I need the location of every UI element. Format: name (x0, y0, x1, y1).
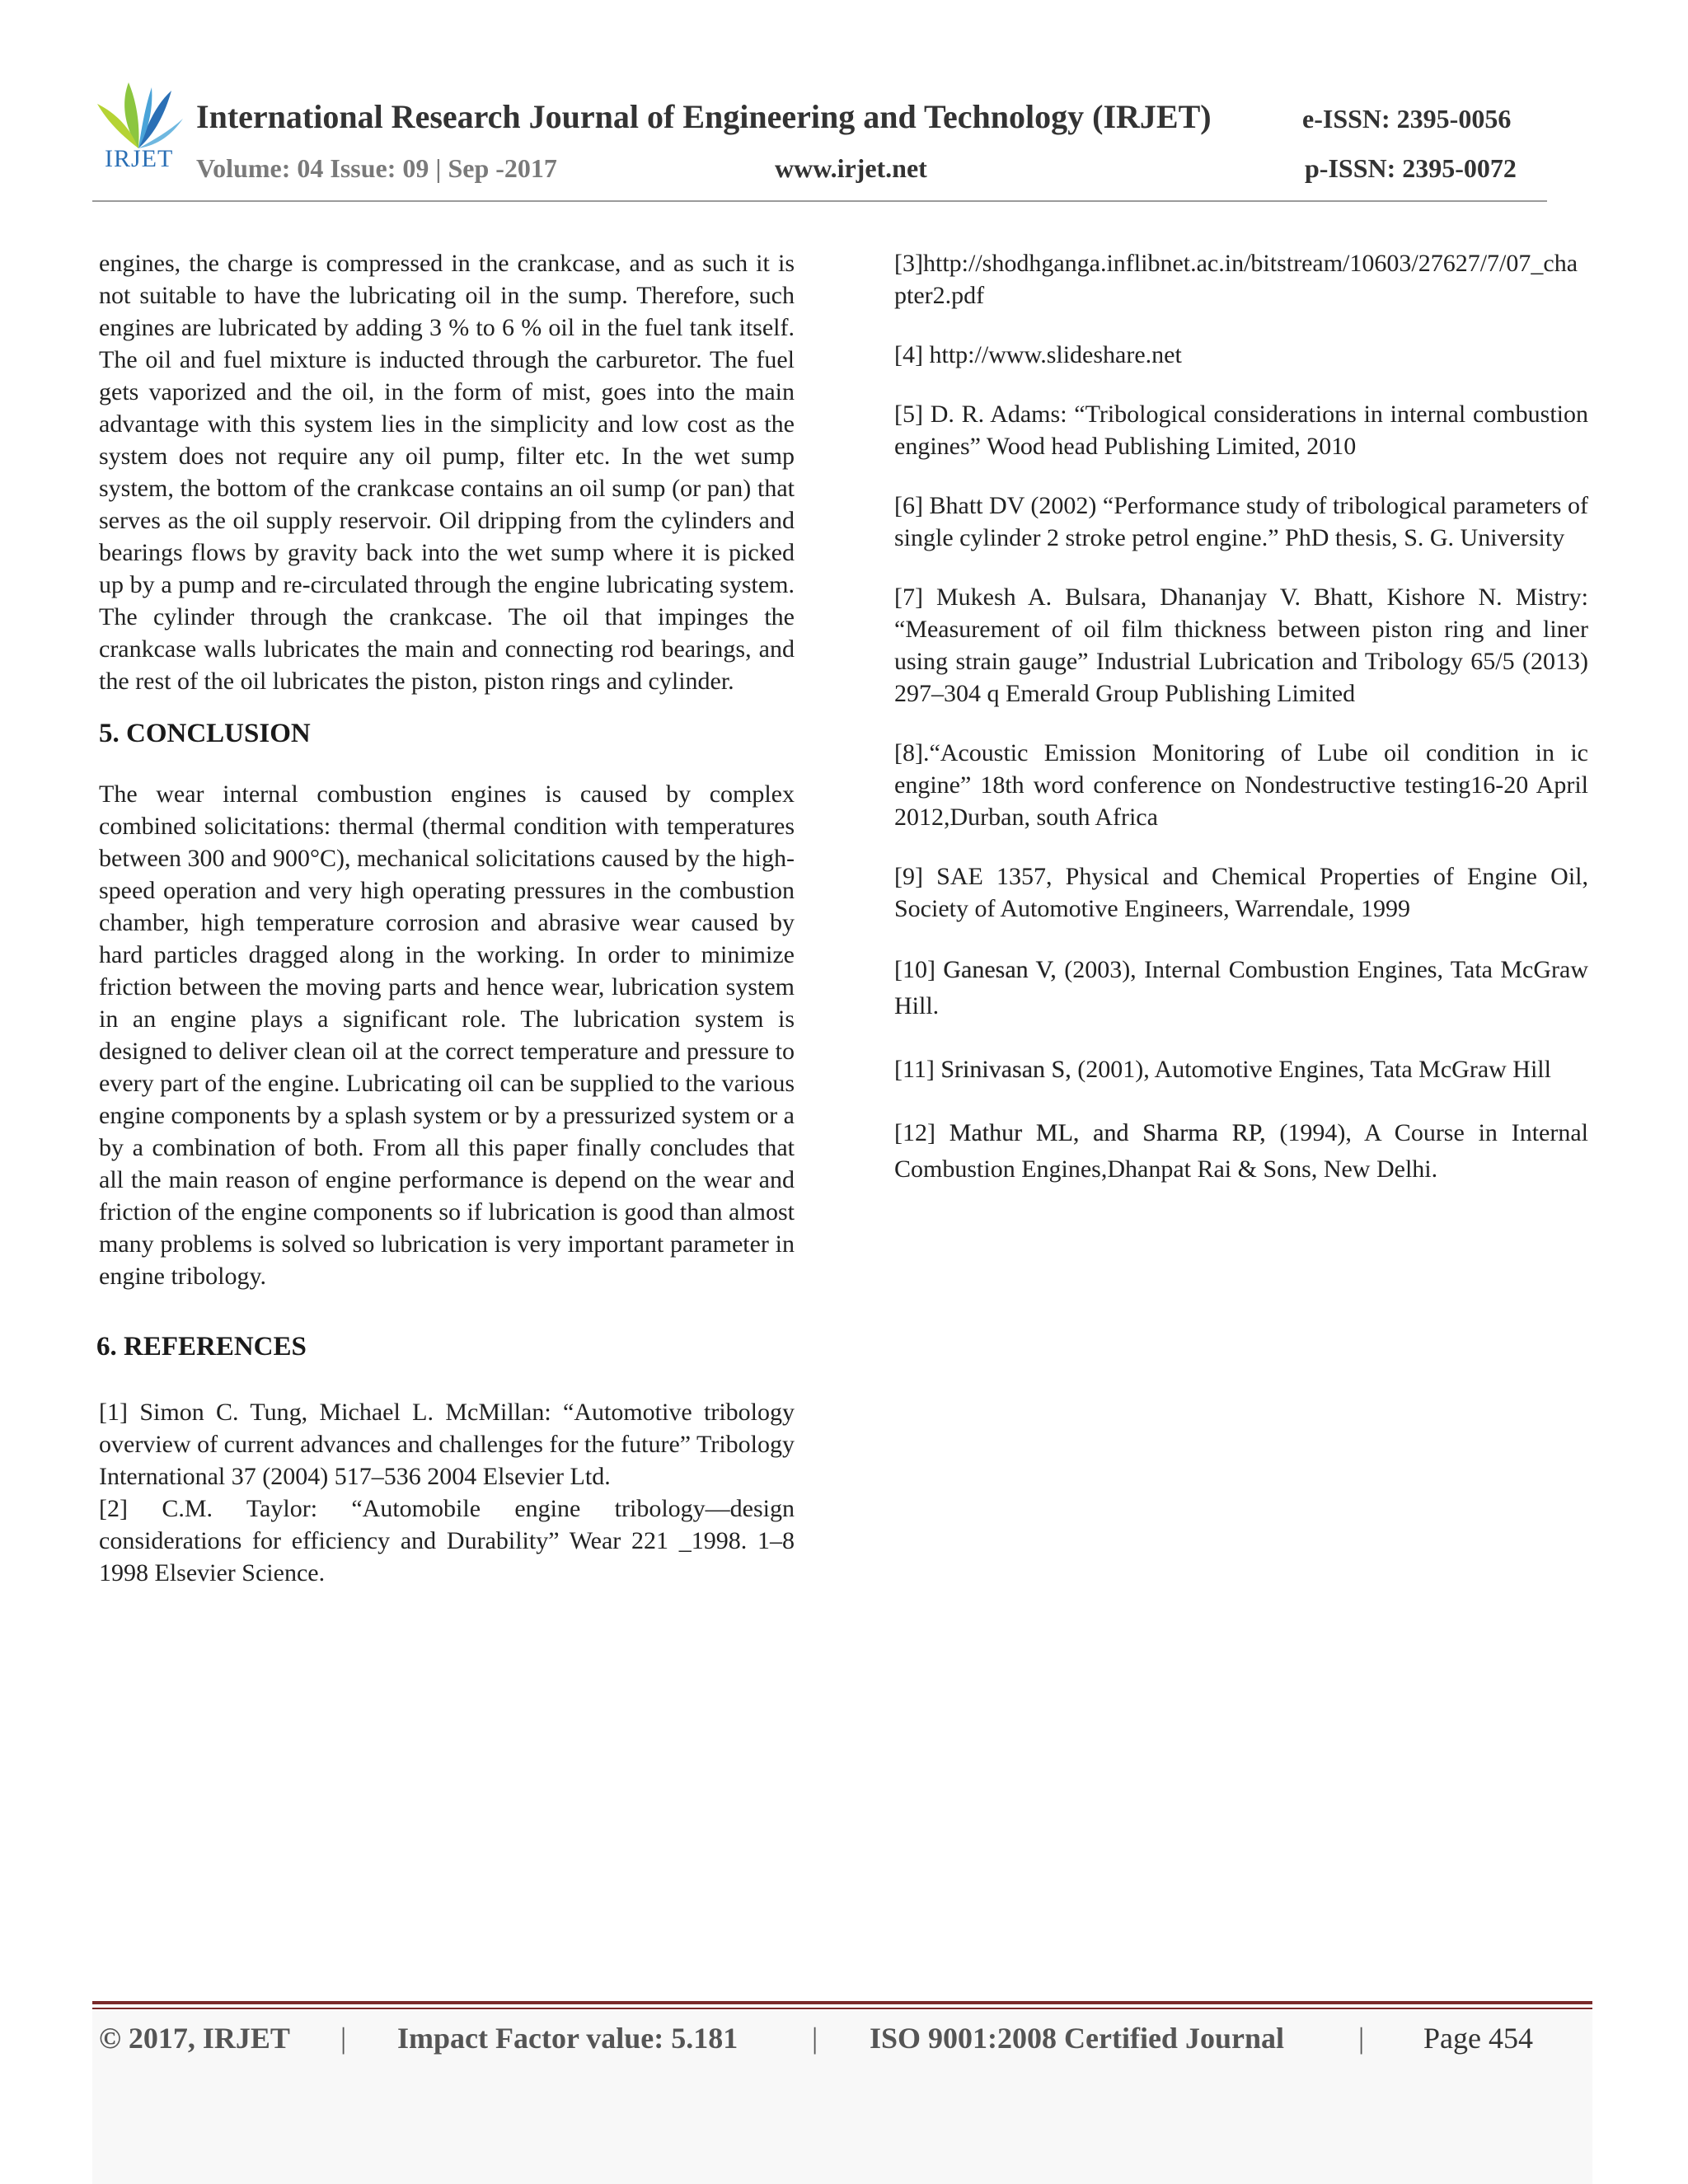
footer-impact-factor: Impact Factor value: 5.181 (397, 2022, 738, 2055)
footer-divider (92, 2001, 1592, 2004)
reference-item: [1] Simon C. Tung, Michael L. McMillan: “Automotive tribology overview of current advances and challenges for the future” Tribology International 37 (2004) 517–536 2004 Elsevier Ltd. (99, 1399, 795, 1490)
reference-number: [10] (894, 956, 944, 983)
journal-title: International Research Journal of Engineering and Technology (IRJET) (196, 98, 1212, 135)
intro-paragraph: engines, the charge is compressed in the crankcase, and as such it is not suitable to have the lubricating oil in the sump. Therefore, such engines are lubricated by adding 3 % to 6 % oil in the fuel tank itself. The oil and fuel mixture is inducted through the carburetor. The fuel gets vaporized and the oil, in the form of mist, goes into the main advantage with this system lies in the simplicity and low cost as the system does not require any oil pump, filter etc. In the wet sump system, the bottom of the crankcase contains an oil sump (or pan) that serves as the oil supply reservoir. Oil dripping from the cylinders and bearings flows by gravity back into the wet sump where it is picked up by a pump and re-circulated through the engine lubricating system. The cylinder through the crankcase. The oil that impinges the crankcase walls lubricates the main and connecting rod bearings, and the rest of the oil lubricates the piston, piston rings and cylinder. (99, 250, 795, 695)
reference-item: [9] SAE 1357, Physical and Chemical Properties of Engine Oil, Society of Automotive Engineers, Warrendale, 1999 (894, 863, 1588, 922)
p-issn: p-ISSN: 2395-0072 (1305, 153, 1517, 183)
reference-number: [11] (894, 1056, 941, 1083)
conclusion-paragraph: The wear internal combustion engines is caused by complex combined solicitations: thermal (thermal condition with temperatures between 300 and 900°C), mechanical solicitations caused by the high-speed operation and very high operating pressures in the combustion chamber, high temperature corrosion and abrasive wear caused by hard particles dragged along in the working. In order to minimize friction between the moving parts and hence wear, lubrication system in an engine plays a significant role. The lubrication system is designed to deliver clean oil at the correct temperature and pressure to every part of the engine. Lubricating oil can be supplied to the various engine components by a splash system or by a pressurized system or a by a combination of both. From all this paper finally concludes that all the main reason of engine performance is depend on the wear and friction of the engine components so if lubrication is good than almost many problems is solved so lubrication is very important parameter in engine tribology. (99, 780, 795, 1290)
reference-item (894, 1052, 1588, 1088)
reference-item (894, 952, 1588, 1024)
footer-separator: | (812, 2022, 818, 2055)
footer-copyright: © 2017, IRJET (99, 2022, 290, 2055)
reference-author: Mathur ML, and Sharma RP, (949, 1119, 1266, 1146)
left-column (96, 247, 795, 1589)
reference-number: [12] (894, 1119, 950, 1146)
reference-details: (2001), Automotive Engines, Tata McGraw Hill (1071, 1056, 1551, 1083)
reference-author: Ganesan V, (943, 956, 1057, 983)
journal-url: www.irjet.net (775, 153, 927, 183)
footer-band (92, 2011, 1592, 2184)
leaf-logo-icon (92, 79, 185, 153)
reference-item: [5] D. R. Adams: “Tribological considerations in internal combustion engines” Wood head Publishing Limited, 2010 (894, 401, 1588, 460)
reference-item: [7] Mukesh A. Bulsara, Dhananjay V. Bhatt, Kishore N. Mistry: “Measurement of oil film thickness between piston ring and liner using strain gauge” Industrial Lubrication and Tribology 65/5 (2013) 297–304 q Emerald Group Publishing Limited (894, 583, 1588, 707)
footer-iso-certification: ISO 9001:2008 Certified Journal (870, 2022, 1284, 2055)
right-column (894, 247, 1588, 1215)
reference-details: (1994), A Course in Internal Combustion Engines,Dhanpat Rai & Sons, New Delhi. (894, 1119, 1588, 1183)
reference-item (894, 1115, 1588, 1188)
reference-author: Srinivasan S, (940, 1056, 1071, 1083)
footer-divider (92, 2008, 1592, 2009)
reference-item: [8].“Acoustic Emission Monitoring of Lube oil condition in ic engine” 18th word conference on Nondestructive testing16-20 April 2012,Durban, south Africa (894, 739, 1588, 831)
footer-separator: | (1358, 2022, 1365, 2055)
journal-logo (92, 79, 185, 180)
volume-issue: Volume: 04 Issue: 09 | Sep -2017 (196, 153, 557, 183)
reference-item: [3]http://shodhganga.inflibnet.ac.in/bitstream/10603/27627/7/07_chapter2.pdf (894, 250, 1578, 309)
page-number: Page 454 (1423, 2022, 1533, 2055)
header-divider (92, 200, 1547, 202)
reference-item: [2] C.M. Taylor: “Automobile engine tribology—design considerations for efficiency and Durability” Wear 221 _1998. 1–8 1998 Elsevier Science. (99, 1495, 795, 1586)
footer-separator: | (340, 2022, 347, 2055)
reference-details: (2003), Internal Combustion Engines, Tata McGraw Hill. (894, 956, 1589, 1019)
references-heading: 6. REFERENCES (96, 1332, 307, 1361)
logo-text: IRJET (105, 145, 174, 172)
reference-item: [4] http://www.slideshare.net (894, 341, 1182, 368)
conclusion-heading: 5. CONCLUSION (99, 719, 311, 748)
reference-item: [6] Bhatt DV (2002) “Performance study of tribological parameters of single cylinder 2 stroke petrol engine.” PhD thesis, S. G. University (894, 492, 1588, 551)
e-issn: e-ISSN: 2395-0056 (1302, 104, 1512, 134)
